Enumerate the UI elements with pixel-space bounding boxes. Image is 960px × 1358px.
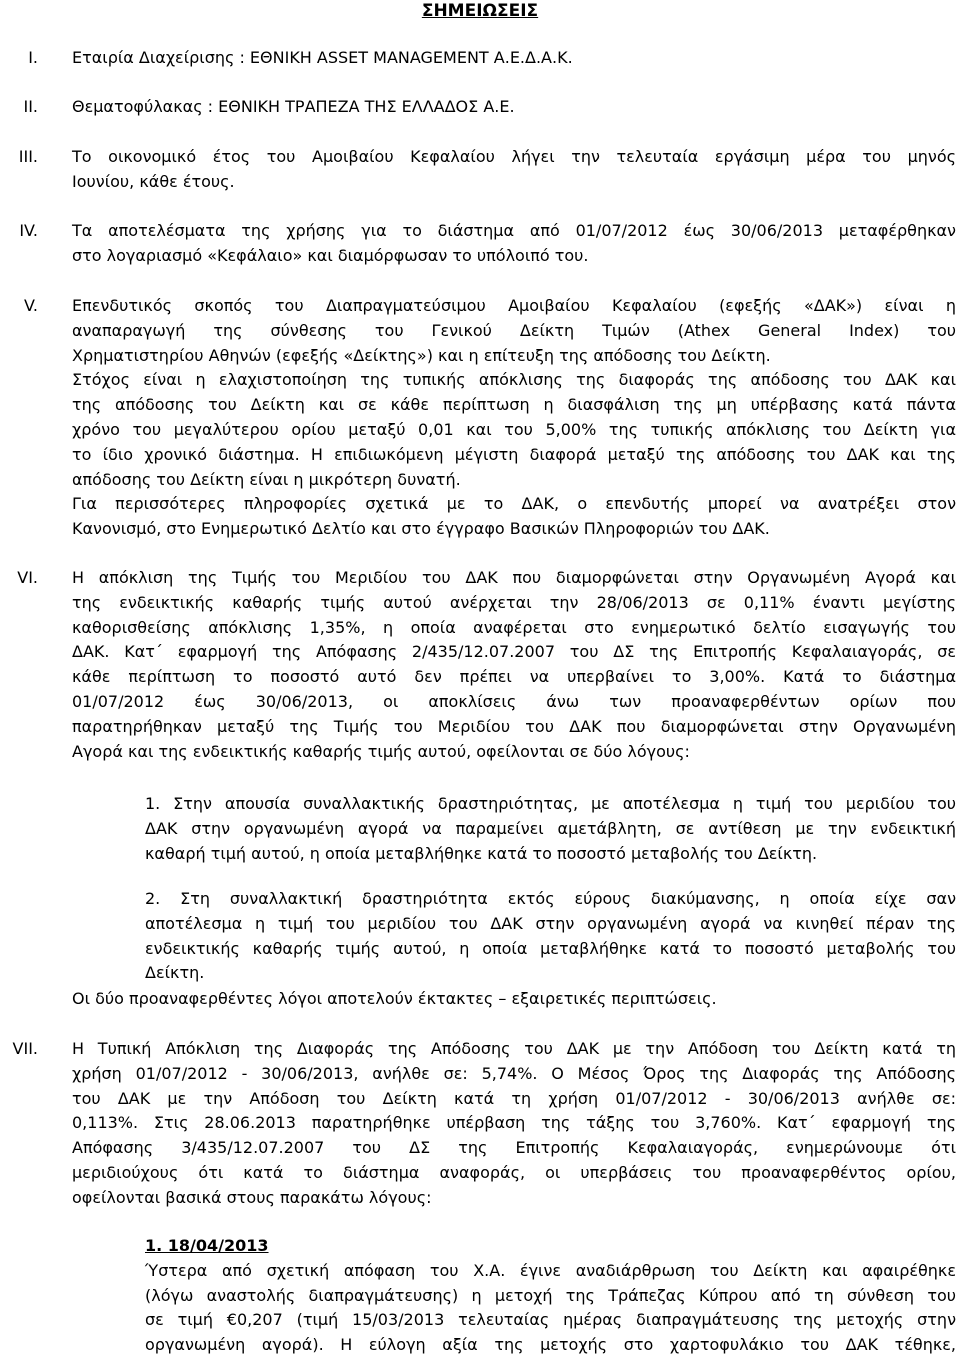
note-5 <box>72 294 956 542</box>
note-numeral: VI. <box>17 568 38 587</box>
note-4 <box>72 219 956 269</box>
note-line: Στόχος είναι η ελαχιστοποίηση της τυπικής απόκλισης της διαφοράς της απόδοσης του ΔΑΚ και <box>72 370 956 390</box>
note-6-closing <box>72 987 956 1012</box>
note-line: καθορισθείσης απόκλισης 1,35%, η οποία αναφέρεται στο ενημερωτικό δελτίο εισαγωγής του <box>72 617 956 637</box>
reason-line: 1. Στην απουσία συναλλακτικής δραστηριότητας, με αποτέλεσμα η τιμή του μεριδίου του <box>145 794 956 813</box>
note-numeral: I. <box>28 48 38 67</box>
note-line: Τα αποτελέσματα της χρήσης για το διάστημα από 01/07/2012 έως 30/06/2013 μεταφέρθηκαν <box>72 221 956 240</box>
note-line: Ιουνίου, κάθε έτους. <box>72 171 235 191</box>
closing-line: Οι δύο προαναφερθέντες λόγοι αποτελούν έκτακτες – εξαιρετικές περιπτώσεις. <box>72 989 717 1008</box>
note-line: στο λογαριασμό «Κεφάλαιο» και διαμόρφωσαν το υπόλοιπό του. <box>72 245 589 265</box>
note-line: αναπαραγωγή της σύνθεσης του Γενικού Δείκτη Τιμών (Athex General Index) του <box>72 320 956 340</box>
note-numeral: VII. <box>12 1039 38 1058</box>
reason-item-1 <box>145 792 956 866</box>
note-line: Χρηματιστηρίου Αθηνών (εφεξής «Δείκτης») και η επίτευξη της απόδοσης του Δείκτη. <box>72 345 771 365</box>
reason-line: Δείκτη. <box>145 963 205 983</box>
note-line: της απόδοσης του Δείκτη και σε κάθε περίπτωση η διασφάλιση της μη υπέρβασης κατά πάντα <box>72 395 956 415</box>
note-1 <box>72 46 956 71</box>
note-line: Για περισσότερες πληροφορίες σχετικά με το ΔΑΚ, ο επενδυτής μπορεί να ανατρέξει στον <box>72 494 956 514</box>
note-line: Η απόκλιση της Τιμής του Μεριδίου του ΔΑΚ που διαμορφώνεται στην Οργανωμένη Αγορά και <box>72 568 956 587</box>
note-line: χρόνο του μεγαλύτερου ορίου μεταξύ 0,01 και του 5,00% της τυπικής απόκλισης του Δείκτη για <box>72 419 956 439</box>
note-line: ΔΑΚ. Κατ΄ εφαρμογή της Απόφασης 2/435/12.07.2007 του ΔΣ της Επιτροπής Κεφαλαιαγοράς, σε <box>72 642 956 662</box>
note-7 <box>72 1037 956 1211</box>
note-line: Απόφασης 3/435/12.07.2007 του ΔΣ της Επιτροπής Κεφαλαιαγοράς, ενημερώνουμε ότι <box>72 1138 956 1158</box>
note-line: της ενδεικτικής καθαρής τιμής αυτού ανέρχεται την 28/06/2013 σε 0,11% έναντι μεγίστης <box>72 592 956 612</box>
note-3 <box>72 145 956 195</box>
note-numeral: II. <box>23 97 38 116</box>
reason-line: ΔΑΚ στην οργανωμένη αγορά να παραμείνει αμετάβλητη, σε αντίθεση με την ενδεικτική <box>145 818 956 838</box>
reason-line: ενδεικτικής καθαρής τιμής αυτού, η οποία μεταβλήθηκε κατά το ποσοστό μεταβολής του <box>145 938 956 958</box>
note-numeral: III. <box>18 147 38 166</box>
note-line: χρήση 01/07/2012 - 30/06/2013, ανήλθε σε: 5,74%. Ο Μέσος Όρος της Διαφοράς της Απόδοσης <box>72 1063 956 1083</box>
sub-item-18-04-2013 <box>145 1234 956 1358</box>
note-line: Αγορά και της ενδεικτικής καθαρής τιμής αυτού, οφείλονται σε δύο λόγους: <box>72 741 690 761</box>
note-line: 0,113%. Στις 28.06.2013 παρατηρήθηκε υπέρβαση της τάξης του 3,760%. Κατ΄ εφαρμογή της <box>72 1113 956 1133</box>
note-line: κάθε περίπτωση το ποσοστό αυτό δεν πρέπει να υπερβαίνει το 3,00%. Κατά το διάστημα <box>72 667 956 687</box>
note-line: Το οικονομικό έτος του Αμοιβαίου Κεφαλαίου λήγει την τελευταία εργάσιμη μέρα του μηνός <box>72 147 956 166</box>
note-2 <box>72 95 956 120</box>
page-title: ΣΗΜΕΙΩΣΕΙΣ <box>421 1 539 21</box>
reason-item-2 <box>145 887 956 986</box>
note-line: απόδοσης του Δείκτη είναι η μικρότερη δυνατή. <box>72 469 461 489</box>
note-line: Θεματοφύλακας : ΕΘΝΙΚΗ ΤΡΑΠΕΖΑ ΤΗΣ ΕΛΛΑΔΟΣ Α.Ε. <box>72 97 515 116</box>
sub-item-line: Ύστερα από σχετική απόφαση του Χ.Α. έγινε αναδιάρθρωση του Δείκτη και αφαιρέθηκε <box>145 1260 956 1280</box>
note-numeral: IV. <box>19 221 38 240</box>
sub-item-line: σε τιμή €0,207 (τιμή 15/03/2013 τελευταίας ημέρας διαπραγμάτευσης της μετοχής στην <box>145 1310 956 1330</box>
note-line: Εταιρία Διαχείρισης : ΕΘΝΙΚΗ ASSET MANAGEMENT Α.Ε.Δ.Α.Κ. <box>72 48 573 67</box>
note-line: οφείλονται βασικά στους παρακάτω λόγους: <box>72 1187 432 1207</box>
note-line: Επενδυτικός σκοπός του Διαπραγματεύσιμου Αμοιβαίου Κεφαλαίου (εφεξής «ΔΑΚ») είναι η <box>72 296 956 315</box>
reason-line: 2. Στη συναλλακτική δραστηριότητα εκτός εύρους διακύμανσης, η οποία είχε σαν <box>145 889 956 908</box>
sub-item-line: οργανωμένη αγορά). Η εύλογη αξία της μετοχής στο χαρτοφυλάκιο του ΔΑΚ τέθηκε, <box>145 1335 956 1355</box>
reason-line: αποτέλεσμα η τιμή του μεριδίου του ΔΑΚ στην οργανωμένη αγορά να κινηθεί πέραν της <box>145 913 956 933</box>
sub-item-line: (λόγω αναστολής διαπραγμάτευσης) η μετοχή της Τράπεζας Κύπρου από τη σύνθεση του <box>145 1285 956 1305</box>
note-line: 01/07/2012 έως 30/06/2013, οι αποκλίσεις άνω των προαναφερθέντων ορίων που <box>72 691 956 711</box>
note-line: μεριδιούχους ότι κατά το διάστημα αναφοράς, οι υπερβάσεις του προαναφερθέντος ορίου, <box>72 1162 956 1182</box>
note-line: παρατηρήθηκαν μεταξύ της Τιμής του Μεριδίου του ΔΑΚ που διαμορφώνεται στην Οργανωμένη <box>72 716 956 736</box>
note-6 <box>72 566 956 764</box>
sub-item-heading: 1. 18/04/2013 <box>145 1236 269 1255</box>
reason-line: καθαρή τιμή αυτού, η οποία μεταβλήθηκε κατά το ποσοστό μεταβολής του Δείκτη. <box>145 843 818 863</box>
note-line: Κανονισμό, στο Ενημερωτικό Δελτίο και στο έγγραφο Βασικών Πληροφοριών του ΔΑΚ. <box>72 519 770 539</box>
note-line: το ίδιο χρονικό διάστημα. Η επιδιωκόμενη μέγιστη διαφορά μεταξύ της απόδοσης του ΔΑΚ και της <box>72 444 956 464</box>
note-numeral: V. <box>24 296 38 315</box>
note-line: του ΔΑΚ με την Απόδοση του Δείκτη κατά τη χρήση 01/07/2012 - 30/06/2013 ανήλθε σε: <box>72 1088 956 1108</box>
note-line: Η Τυπική Απόκλιση της Διαφοράς της Απόδοσης του ΔΑΚ με την Απόδοση του Δείκτη κατά τη <box>72 1039 956 1058</box>
